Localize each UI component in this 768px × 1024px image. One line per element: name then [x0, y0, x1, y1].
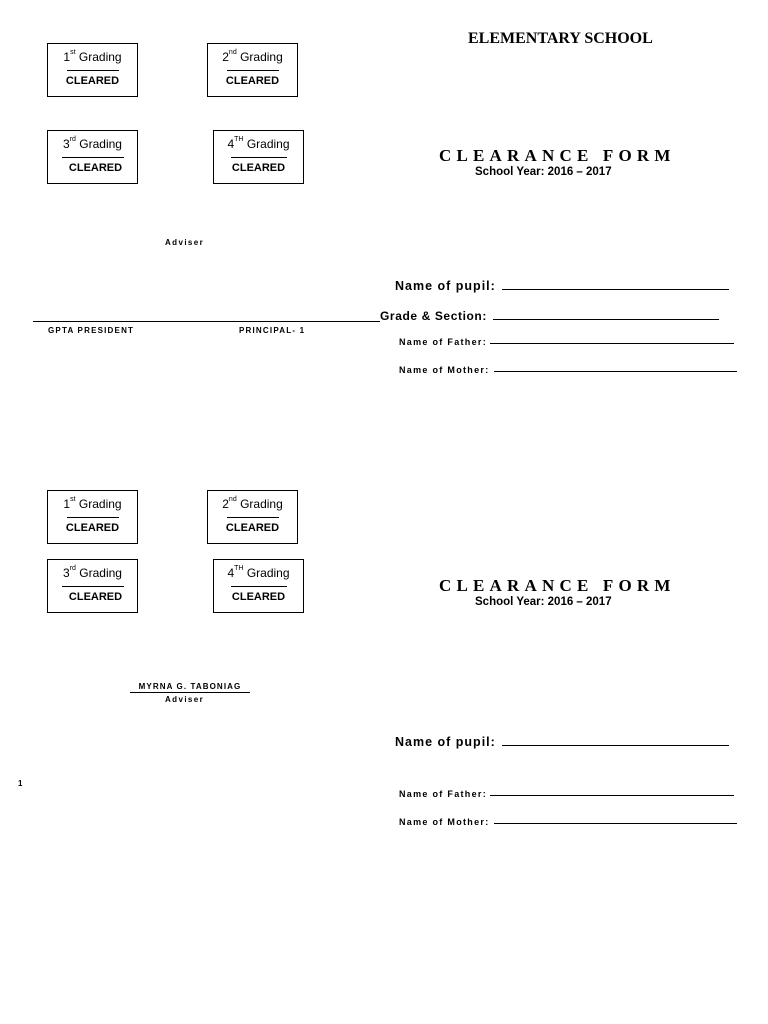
grading-label: 4TH Grading — [227, 136, 290, 151]
father-name-label: Name of Father: — [399, 789, 488, 799]
pupil-name-line — [502, 288, 729, 290]
pupil-name-field[interactable] — [395, 279, 729, 293]
adviser-name: MYRNA G. TABONIAG — [130, 682, 250, 693]
grading-box-3 — [47, 130, 138, 184]
signature-line — [67, 70, 119, 71]
father-name-field[interactable] — [399, 337, 734, 347]
school-year: School Year: 2016 – 2017 — [475, 166, 612, 178]
grading-label: 3rd Grading — [63, 565, 122, 580]
grading-status: CLEARED — [68, 162, 123, 174]
signature-line — [227, 70, 279, 71]
form-title: CLEARANCE FORM — [439, 146, 676, 165]
grading-status: CLEARED — [225, 75, 280, 87]
grading-box-4 — [213, 130, 304, 184]
grading-box-2 — [207, 490, 298, 544]
grading-label: 1st Grading — [63, 496, 122, 511]
mother-name-line — [494, 370, 737, 372]
mother-name-label: Name of Mother: — [399, 365, 490, 375]
grade-section-field[interactable] — [380, 309, 719, 323]
signature-line — [231, 586, 287, 587]
grading-status: CLEARED — [225, 522, 280, 534]
father-name-field[interactable] — [399, 789, 734, 799]
grading-status: CLEARED — [65, 75, 120, 87]
form-title: CLEARANCE FORM — [439, 576, 676, 595]
grading-status: CLEARED — [231, 591, 286, 603]
mother-name-line — [494, 822, 737, 824]
grading-status: CLEARED — [65, 522, 120, 534]
signature-line — [67, 517, 119, 518]
grading-box-1 — [47, 43, 138, 97]
signature-line-gpta-principal — [33, 321, 380, 322]
signature-line — [231, 157, 287, 158]
mother-name-field[interactable] — [399, 365, 737, 375]
grade-section-line — [493, 318, 719, 320]
grading-box-4 — [213, 559, 304, 613]
gpta-president-label: GPTA PRESIDENT — [48, 326, 135, 335]
grade-section-label: Grade & Section: — [380, 309, 487, 323]
adviser-label: Adviser — [165, 695, 205, 704]
pupil-name-label: Name of pupil: — [395, 735, 496, 749]
grading-box-2 — [207, 43, 298, 97]
grading-box-1 — [47, 490, 138, 544]
grading-box-3 — [47, 559, 138, 613]
father-name-line — [490, 794, 734, 796]
signature-line — [62, 586, 124, 587]
grading-status: CLEARED — [231, 162, 286, 174]
signature-line — [227, 517, 279, 518]
school-name: ELEMENTARY SCHOOL — [468, 30, 653, 47]
grading-label: 1st Grading — [63, 49, 122, 64]
adviser-label: Adviser — [165, 238, 205, 247]
grading-label: 2nd Grading — [222, 49, 283, 64]
father-name-label: Name of Father: — [399, 337, 488, 347]
stray-mark: 1 — [18, 779, 24, 788]
pupil-name-line — [502, 744, 729, 746]
pupil-name-label: Name of pupil: — [395, 279, 496, 293]
pupil-name-field[interactable] — [395, 735, 729, 749]
mother-name-label: Name of Mother: — [399, 817, 490, 827]
principal-label: PRINCIPAL- 1 — [239, 326, 306, 335]
grading-label: 3rd Grading — [63, 136, 122, 151]
grading-label: 4TH Grading — [227, 565, 290, 580]
signature-line — [62, 157, 124, 158]
grading-status: CLEARED — [68, 591, 123, 603]
grading-label: 2nd Grading — [222, 496, 283, 511]
father-name-line — [490, 342, 734, 344]
school-year: School Year: 2016 – 2017 — [475, 596, 612, 608]
mother-name-field[interactable] — [399, 817, 737, 827]
